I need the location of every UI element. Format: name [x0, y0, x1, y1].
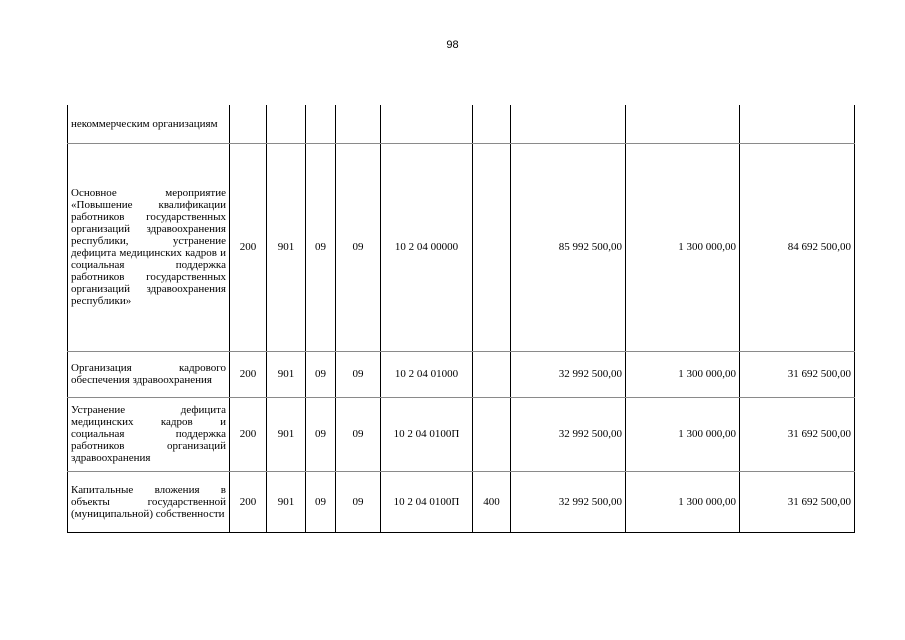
- row-name-cell: Устранение дефицита медицинских кадров и социальная поддержка работников организаций здравоохранения: [68, 397, 230, 471]
- grbs-cell: 200: [230, 397, 267, 471]
- page-number: 98: [446, 39, 459, 51]
- table-row: [68, 143, 855, 351]
- section-cell: [306, 105, 336, 143]
- total-amount-cell: 85 992 500,00: [511, 143, 626, 351]
- table-row: [68, 397, 855, 471]
- target-article-cell: 10 2 04 0100П: [381, 471, 473, 532]
- expense-type-cell: [473, 397, 511, 471]
- chapter-cell: 901: [267, 143, 306, 351]
- expense-type-cell: 400: [473, 471, 511, 532]
- total-amount-cell: 32 992 500,00: [511, 471, 626, 532]
- subsection-cell: 09: [336, 471, 381, 532]
- target-article-cell: 10 2 04 01000: [381, 351, 473, 397]
- federal-amount-cell: [626, 105, 740, 143]
- regional-amount-cell: 84 692 500,00: [740, 143, 855, 351]
- regional-amount-cell: 31 692 500,00: [740, 397, 855, 471]
- chapter-cell: 901: [267, 471, 306, 532]
- federal-amount-cell: 1 300 000,00: [626, 471, 740, 532]
- table-row: [68, 105, 855, 143]
- federal-amount-cell: 1 300 000,00: [626, 397, 740, 471]
- expense-type-cell: [473, 105, 511, 143]
- federal-amount-cell: 1 300 000,00: [626, 143, 740, 351]
- table-row: [68, 351, 855, 397]
- expense-type-cell: [473, 351, 511, 397]
- expense-type-cell: [473, 143, 511, 351]
- row-name-cell: Организация кадрового обеспечения здравоохранения: [68, 351, 230, 397]
- row-name-cell: некоммерческим организациям: [68, 105, 230, 143]
- subsection-cell: 09: [336, 143, 381, 351]
- subsection-cell: 09: [336, 351, 381, 397]
- section-cell: 09: [306, 351, 336, 397]
- regional-amount-cell: [740, 105, 855, 143]
- row-name-cell: Основное мероприятие «Повышение квалификации работников государственных организаций здравоохранения республики, устранение дефицита медицинских кадров и социальная поддержка работников государственных организаций здравоохранения республики»: [68, 143, 230, 351]
- subsection-cell: 09: [336, 397, 381, 471]
- grbs-cell: [230, 105, 267, 143]
- grbs-cell: 200: [230, 471, 267, 532]
- chapter-cell: 901: [267, 397, 306, 471]
- grbs-cell: 200: [230, 143, 267, 351]
- chapter-cell: 901: [267, 351, 306, 397]
- regional-amount-cell: 31 692 500,00: [740, 471, 855, 532]
- table-row: [68, 471, 855, 532]
- chapter-cell: [267, 105, 306, 143]
- grbs-cell: 200: [230, 351, 267, 397]
- section-cell: 09: [306, 397, 336, 471]
- target-article-cell: 10 2 04 0100П: [381, 397, 473, 471]
- total-amount-cell: 32 992 500,00: [511, 397, 626, 471]
- total-amount-cell: [511, 105, 626, 143]
- subsection-cell: [336, 105, 381, 143]
- target-article-cell: 10 2 04 00000: [381, 143, 473, 351]
- budget-table: [67, 105, 855, 533]
- target-article-cell: [381, 105, 473, 143]
- section-cell: 09: [306, 471, 336, 532]
- row-name-cell: Капитальные вложения в объекты государственной (муниципальной) собственности: [68, 471, 230, 532]
- total-amount-cell: 32 992 500,00: [511, 351, 626, 397]
- regional-amount-cell: 31 692 500,00: [740, 351, 855, 397]
- section-cell: 09: [306, 143, 336, 351]
- federal-amount-cell: 1 300 000,00: [626, 351, 740, 397]
